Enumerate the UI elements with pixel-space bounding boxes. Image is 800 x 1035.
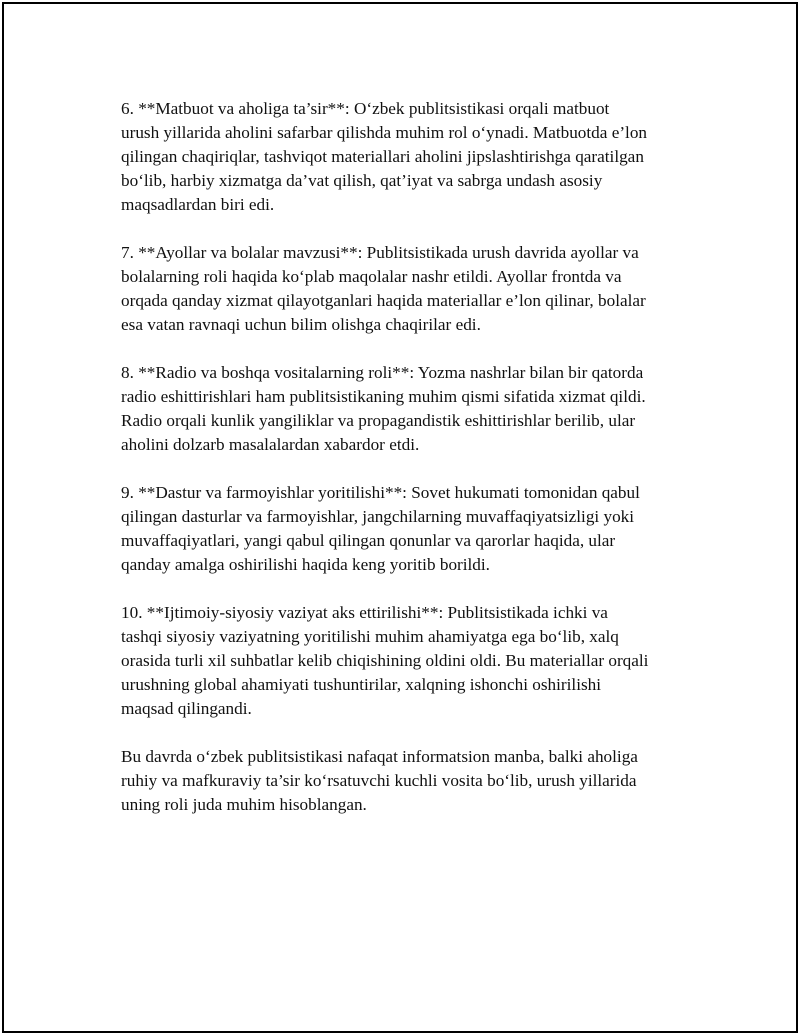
text-line: radio eshittirishlari ham publitsistikaning muhim qismi sifatida xizmat qildi. xyxy=(121,387,646,406)
paragraph-7-women-children xyxy=(121,241,693,337)
text-line: urush yillarida aholini safarbar qilishda muhim rol o‘ynadi. Matbuotda e’lon xyxy=(121,123,648,142)
text-line: maqsadlardan biri edi. xyxy=(121,195,275,214)
text-line: muvaffaqiyatlari, yangi qabul qilingan qonunlar va qarorlar haqida, ular xyxy=(121,531,616,550)
text-line: maqsad qilingandi. xyxy=(121,699,252,718)
text-line: 9. **Dastur va farmoyishlar yoritilishi**: Sovet hukumati tomonidan qabul xyxy=(121,483,640,502)
text-line: 7. **Ayollar va bolalar mavzusi**: Publitsistikada urush davrida ayollar va xyxy=(121,243,639,262)
text-line: aholini dolzarb masalalardan xabardor etdi. xyxy=(121,435,420,454)
text-line: Radio orqali kunlik yangiliklar va propagandistik eshittirishlar berilib, ular xyxy=(121,411,636,430)
paragraph-9-programs-decrees xyxy=(121,481,693,577)
text-line: qilingan dasturlar va farmoyishlar, jangchilarning muvaffaqiyatsizligi yoki xyxy=(121,507,635,526)
text-line: orasida turli xil suhbatlar kelib chiqishining oldini oldi. Bu materiallar orqali xyxy=(121,651,649,670)
document-body xyxy=(121,97,693,841)
text-line: esa vatan ravnaqi uchun bilim olishga chaqirilar edi. xyxy=(121,315,481,334)
paragraph-10-socio-political xyxy=(121,601,693,721)
text-line: qanday amalga oshirilishi haqida keng yoritib borildi. xyxy=(121,555,490,574)
text-line: uning roli juda muhim hisoblangan. xyxy=(121,795,367,814)
text-line: bo‘lib, harbiy xizmatga da’vat qilish, qat’iyat va sabrga undash asosiy xyxy=(121,171,603,190)
paragraph-6-press-influence xyxy=(121,97,693,217)
paragraph-conclusion xyxy=(121,745,693,817)
text-line: bolalarning roli haqida ko‘plab maqolalar nashr etildi. Ayollar frontda va xyxy=(121,267,622,286)
page-frame xyxy=(2,2,798,1033)
text-line: 8. **Radio va boshqa vositalarning roli**: Yozma nashrlar bilan bir qatorda xyxy=(121,363,644,382)
text-line: urushning global ahamiyati tushuntirilar, xalqning ishonchi oshirilishi xyxy=(121,675,602,694)
text-line: qilingan chaqiriqlar, tashviqot materiallari aholini jipslashtirishga qaratilgan xyxy=(121,147,644,166)
paragraph-8-radio xyxy=(121,361,693,457)
text-line: tashqi siyosiy vaziyatning yoritilishi muhim ahamiyatga ega bo‘lib, xalq xyxy=(121,627,619,646)
text-line: ruhiy va mafkuraviy ta’sir ko‘rsatuvchi kuchli vosita bo‘lib, urush yillarida xyxy=(121,771,637,790)
text-line: 10. **Ijtimoiy-siyosiy vaziyat aks ettirilishi**: Publitsistikada ichki va xyxy=(121,603,608,622)
text-line: 6. **Matbuot va aholiga ta’sir**: O‘zbek publitsistikasi orqali matbuot xyxy=(121,99,610,118)
text-line: orqada qanday xizmat qilayotganlari haqida materiallar e’lon qilinar, bolalar xyxy=(121,291,646,310)
text-line: Bu davrda o‘zbek publitsistikasi nafaqat informatsion manba, balki aholiga xyxy=(121,747,638,766)
